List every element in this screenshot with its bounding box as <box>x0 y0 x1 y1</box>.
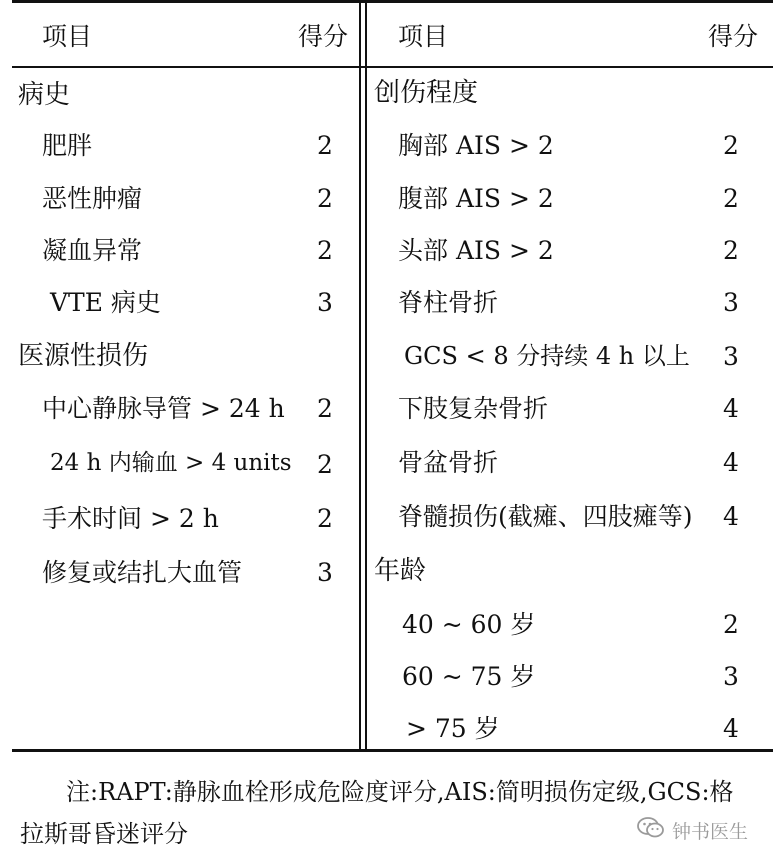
left-item-score: 2 <box>317 236 333 265</box>
right-item-label: > 75 岁 <box>406 714 500 743</box>
left-item-score: 2 <box>317 394 333 423</box>
right-section-age: 年龄 <box>374 556 427 586</box>
right-header-score: 得分 <box>708 22 759 51</box>
right-item-label: 脊髓损伤(截瘫、四肢瘫等) <box>398 502 693 531</box>
right-item-label: 下肢复杂骨折 <box>398 394 549 423</box>
left-section-history: 病史 <box>18 80 71 110</box>
right-item-score: 2 <box>723 236 739 265</box>
right-item-score: 3 <box>723 662 739 691</box>
right-item-score: 4 <box>723 448 739 477</box>
right-item-label: GCS < 8 分持续 4 h 以上 <box>404 342 690 370</box>
left-item-label: 凝血异常 <box>42 236 143 265</box>
right-item-label: 骨盆骨折 <box>398 448 499 477</box>
right-item-score: 2 <box>723 610 739 639</box>
left-item-score: 2 <box>317 184 333 213</box>
right-item-score: 3 <box>723 342 739 371</box>
table-top-rule <box>12 0 773 3</box>
header-rule <box>12 66 773 68</box>
rapt-score-table <box>12 0 773 753</box>
left-item-score: 2 <box>317 504 333 533</box>
left-section-iatrogenic: 医源性损伤 <box>18 341 149 371</box>
right-item-score: 2 <box>723 131 739 160</box>
right-header-item: 项目 <box>398 22 449 51</box>
left-item-label: 手术时间 > 2 h <box>42 504 219 533</box>
left-item-label: 肥胖 <box>42 131 93 160</box>
left-item-score: 2 <box>317 450 333 479</box>
left-item-label: 修复或结扎大血管 <box>42 558 243 587</box>
footnote-line-1: 注:RAPT:静脉血栓形成危险度评分,AIS:简明损伤定级,GCS:格 <box>66 778 734 806</box>
left-item-score: 3 <box>317 558 333 587</box>
right-item-label: 腹部 AIS > 2 <box>398 184 554 213</box>
right-item-score: 3 <box>723 288 739 317</box>
column-divider-left <box>359 0 361 752</box>
left-item-score: 2 <box>317 131 333 160</box>
left-item-label: 中心静脉导管 > 24 h <box>42 394 285 423</box>
left-item-label: 24 h 内输血 > 4 units <box>50 450 292 476</box>
table-bottom-rule <box>12 749 773 752</box>
right-section-trauma: 创伤程度 <box>374 78 479 108</box>
right-item-score: 4 <box>723 394 739 423</box>
right-item-score: 4 <box>723 502 739 531</box>
right-item-label: 脊柱骨折 <box>398 288 499 317</box>
left-item-label: 恶性肿瘤 <box>42 184 143 213</box>
left-item-score: 3 <box>317 288 333 317</box>
right-item-label: 胸部 AIS > 2 <box>398 131 554 160</box>
wechat-icon <box>636 815 666 846</box>
watermark <box>636 812 766 848</box>
watermark-text: 钟书医生 <box>672 820 749 843</box>
right-item-score: 2 <box>723 184 739 213</box>
left-header-item: 项目 <box>42 22 93 51</box>
right-item-label: 头部 AIS > 2 <box>398 236 554 265</box>
right-item-label: 40 ~ 60 岁 <box>402 610 536 639</box>
left-header-score: 得分 <box>298 22 349 51</box>
left-item-label: VTE 病史 <box>50 288 161 317</box>
right-item-score: 4 <box>723 714 739 743</box>
column-divider-right <box>365 0 367 752</box>
footnote-line-2: 拉斯哥昏迷评分 <box>20 820 188 848</box>
right-item-label: 60 ~ 75 岁 <box>402 662 536 691</box>
